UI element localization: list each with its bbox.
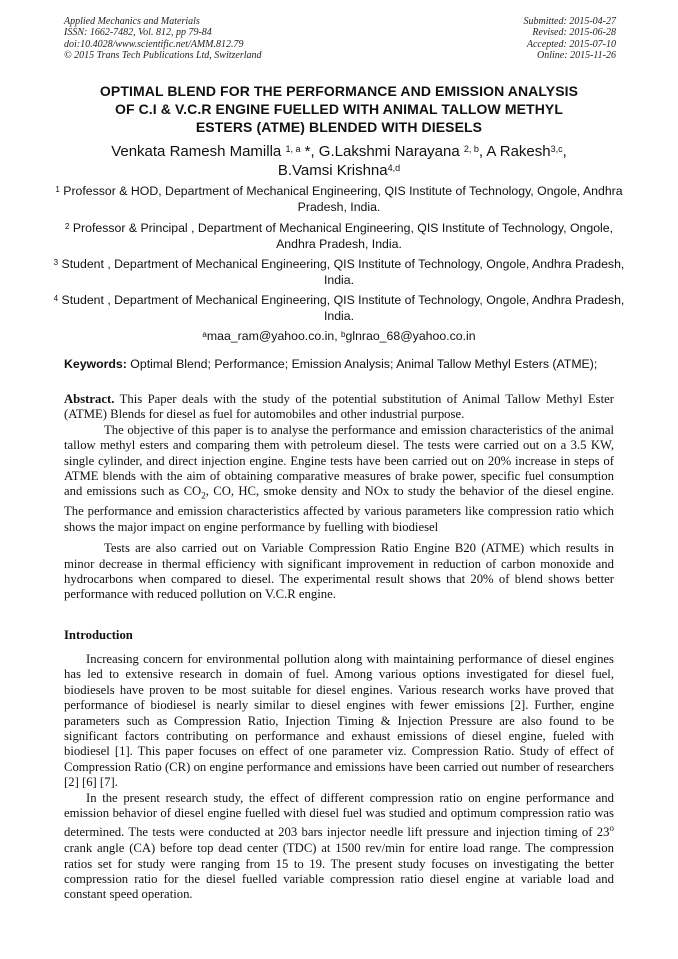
keywords-label: Keywords:	[64, 357, 127, 371]
keywords	[64, 357, 624, 372]
online-date: Online: 2015-11-26	[537, 49, 616, 61]
submitted-date: Submitted: 2015-04-27	[523, 16, 616, 27]
author-sup: 2, b	[463, 144, 479, 154]
accepted-date: Accepted: 2015-07-10	[526, 38, 616, 50]
journal-header	[64, 16, 262, 61]
author-sup: 1, a	[285, 144, 301, 154]
copyright: © 2015 Trans Tech Publications Ltd, Switzerland	[64, 49, 262, 61]
author-emails: $^a$maa_ram@yahoo.co.in, $^b$glnrao_68@yahoo.co.in	[202, 329, 476, 343]
keywords-text: Optimal Blend; Performance; Emission Analysis; Animal Tallow Methyl Esters (ATME);	[126, 357, 598, 371]
intro-paragraph: In the present research study, the effect of different compression ratio on engine performance and emission behavior of diesel engine fuelled with diesel fuel was studied and optimum compression ratio was determined. The tests were conducted at 203 bars injector needle lift pressure and injection timing of 23$^o$ crank angle (CA) before top dead center (TDC) at 1500 rev/min for entire load range. The compression ratios set for study were ranging from 15 to 19. The present study focuses on investigating the better compression ratio for the diesel fuelled variable compression ratio diesel engine at variable load and constant speed operation.	[64, 790, 614, 902]
abstract-paragraph: The objective of this paper is to analyse the performance and emission characteristics of the animal tallow methyl esters and comparing them with petroleum diesel. The tests were carried out on a 3.5 KW, single cylinder, and direct injection engine. Engine tests have been carried out on 20% increase in steps of ATME blends with the aim of obtaining comparative measures of brake power, specific fuel consumption and emissions such as $CO_2$, CO, HC, smoke density and NOx to study the behavior of the diesel engine. The performance and emission characteristics affected by various parameters like compression ratio which shows the major impact on engine performance by fuelling with biodiesel	[64, 422, 614, 534]
abstract-label: Abstract.	[64, 392, 115, 406]
author-list: Venkata Ramesh Mamilla $^{1, a}$ *, G.Lakshmi Narayana $^{2, b}$, A Rakesh$^{3,c}$, B.Vamsi Krishna$^{4,d}$	[111, 143, 567, 179]
email-link[interactable]: maa_ram@yahoo.co.in	[206, 329, 335, 343]
abstract-paragraph: Abstract. This Paper deals with the study of the potential substitution of Animal Tallow Methyl Ester (ATME) Blends for diesel as fuel for automobiles and other industrial purpose.	[64, 392, 614, 422]
email-link[interactable]: glnrao_68@yahoo.co.in	[345, 329, 476, 343]
revised-date: Revised: 2015-06-28	[532, 27, 616, 39]
title-line: OPTIMAL BLEND FOR THE PERFORMANCE AND EMISSION ANALYSIS	[99, 83, 579, 99]
intro-paragraph: Increasing concern for environmental pollution along with maintaining performance of diesel engines has led to extensive research in domain of fuel. Among various options investigated for diesel fuel, biodiesels have proven to be most suitable for diesel engines. Various research works have proved that performance of biodiesel is nearly similar to diesel engines with fewer emissions [2]. Further, engine parameters such as Compression Ratio, Injection Timing & Injection Pressure are also found to be significant factors contributing on performance and exhaust emissions of diesel engine, fueled with biodiesel [1]. This paper focuses on effect of one parameter viz. Compression Ratio. Study of effect of Compression Ratio (CR) on engine performance and emissions have been carried out number of researchers [2] [6] [7].	[64, 652, 614, 790]
author-sup: 4,d	[387, 162, 401, 173]
author-name: G.Lakshmi Narayana	[318, 143, 464, 160]
author-name: A Rakesh	[486, 143, 551, 160]
introduction-heading: Introduction	[64, 628, 133, 642]
affiliation: $^2$ Professor & Principal , Department of Mechanical Engineering, QIS Institute of Technology, Ongole, Andhra Pradesh, India.	[64, 221, 614, 251]
affiliation: $^4$ Student , Department of Mechanical Engineering, QIS Institute of Technology, Ongole, Andhra Pradesh, India.	[53, 293, 625, 323]
author-sup: 3,c	[550, 144, 563, 154]
doi: doi:10.4028/www.scientific.net/AMM.812.79	[64, 38, 244, 50]
affiliation: $^3$ Student , Department of Mechanical Engineering, QIS Institute of Technology, Ongole, Andhra Pradesh, India.	[53, 257, 625, 287]
introduction-body	[64, 652, 614, 903]
issn: ISSN: 1662-7482, Vol. 812, pp 79-84	[64, 27, 212, 39]
title-line: OF C.I & V.C.R ENGINE FUELLED WITH ANIMAL TALLOW METHYL	[114, 101, 564, 117]
author-name: B.Vamsi Krishna	[277, 161, 388, 179]
abstract	[64, 392, 614, 603]
journal-name: Applied Mechanics and Materials	[64, 16, 200, 27]
title-line: ESTERS (ATME) BLENDED WITH DIESELS	[195, 119, 483, 135]
dates-header	[524, 16, 617, 61]
affiliation: $^1$ Professor & HOD, Department of Mechanical Engineering, QIS Institute of Technology, Ongole, Andhra Pradesh, India.	[55, 184, 623, 214]
paper-title	[50, 82, 628, 136]
author-name: Venkata Ramesh Mamilla	[111, 143, 286, 160]
abstract-paragraph: Tests are also carried out on Variable Compression Ratio Engine B20 (ATME) which results in minor decrease in thermal efficiency with significant improvement in reduction of carbon monoxide and hydrocarbons when compared to diesel. The experimental result shows that 20% of blend shows better performance with reduced pollution on V.C.R engine.	[64, 541, 614, 602]
